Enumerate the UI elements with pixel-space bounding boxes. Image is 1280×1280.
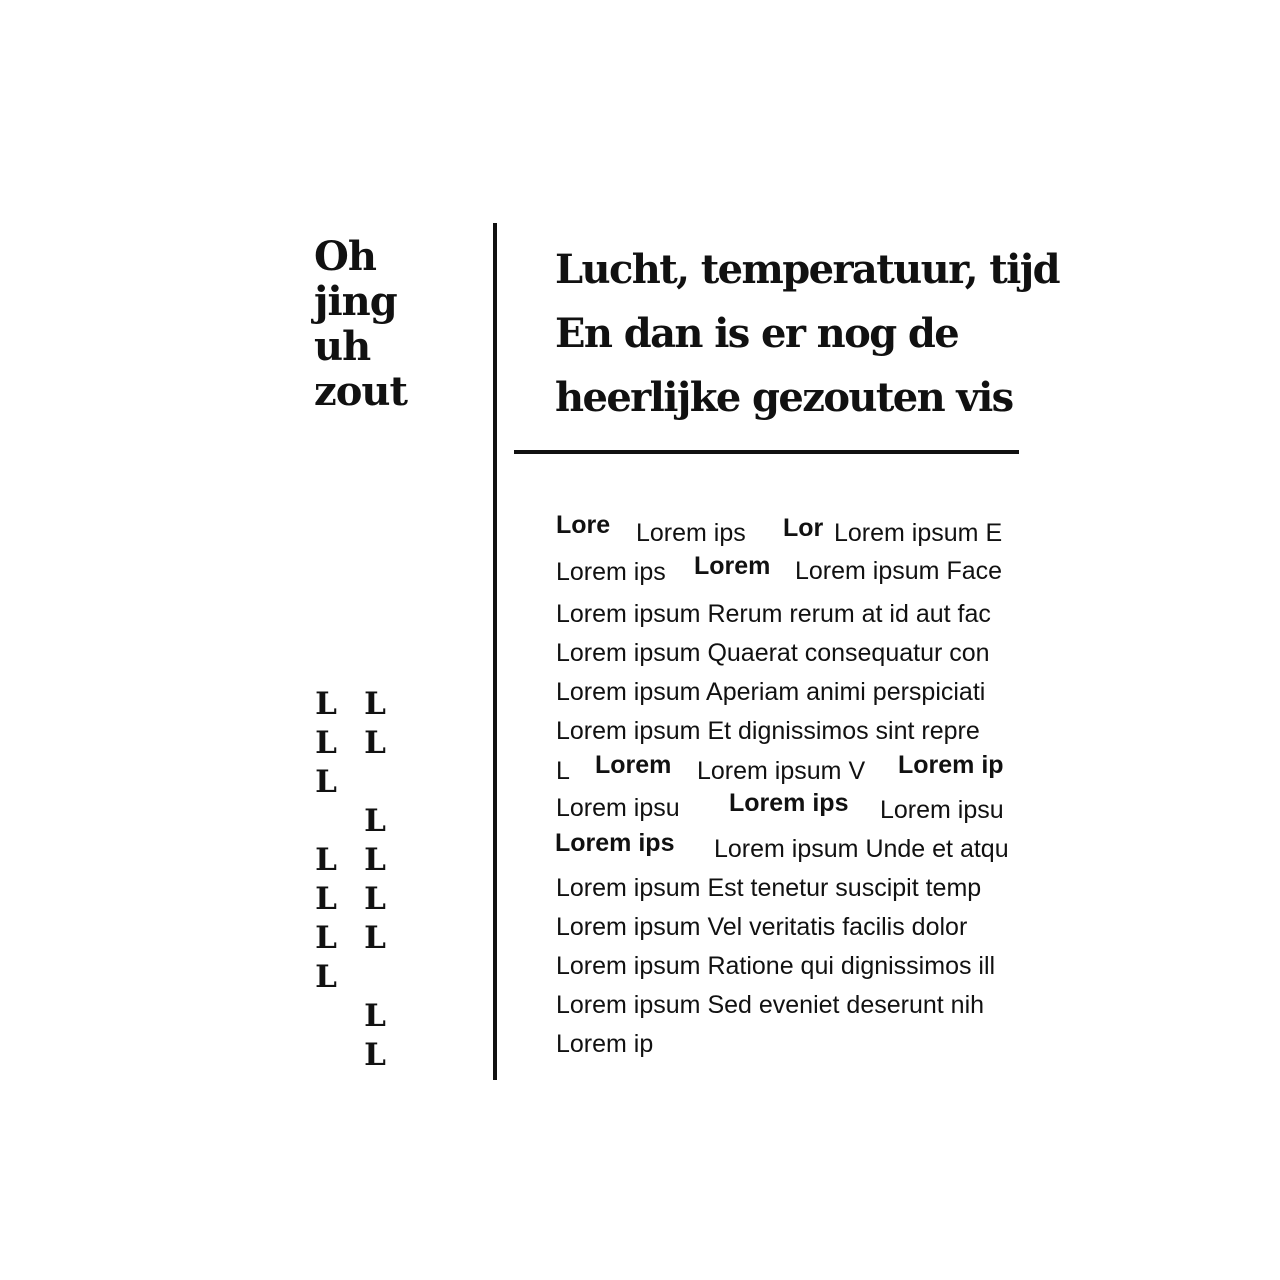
grid-letter: L — [364, 1037, 386, 1073]
text-fragment: Lorem ipsu — [556, 794, 680, 822]
bold-fragment: Lorem ip — [898, 751, 1004, 779]
body-line: Lorem ipsum Aperiam animi perspiciati — [556, 678, 986, 706]
bold-fragment: Lorem ips — [555, 829, 675, 857]
grid-letter: L — [315, 959, 337, 995]
text-fragment: Lorem ips — [556, 558, 666, 586]
side-title — [314, 234, 407, 414]
bold-fragment: Lorem ips — [729, 789, 849, 817]
body-line: Lorem ip — [556, 1030, 654, 1058]
grid-letter: L — [315, 881, 337, 917]
grid-letter: L — [364, 686, 386, 722]
text-fragment: Lorem ipsum V — [697, 757, 866, 785]
grid-letter: L — [315, 686, 337, 722]
headline-line: Lucht, temperatuur, tijd — [555, 246, 1060, 293]
headline-line: En dan is er nog de — [555, 310, 959, 357]
horizontal-divider — [514, 450, 1019, 454]
body-line: Lorem ipsum Et dignissimos sint repre — [556, 717, 980, 745]
bold-fragment: Lore — [556, 511, 611, 539]
headline — [555, 238, 1059, 430]
body-line: Lorem ipsum Quaerat consequatur con — [556, 639, 990, 667]
text-fragment: Lorem ipsum Face — [795, 557, 1003, 585]
grid-letter: L — [364, 998, 386, 1034]
text-fragment: Lorem ips — [636, 519, 746, 547]
grid-letter: L — [364, 881, 386, 917]
side-title-line: zout — [314, 368, 407, 415]
body-line: Lorem ipsum Ratione qui dignissimos ill — [556, 952, 996, 980]
grid-letter: L — [315, 920, 337, 956]
bold-fragment: Lorem — [694, 552, 771, 580]
grid-letter: L — [364, 725, 386, 761]
grid-letter: L — [364, 803, 386, 839]
bold-fragment: Lor — [783, 514, 824, 542]
text-fragment: Lorem ipsu — [880, 796, 1004, 824]
grid-letter: L — [364, 842, 386, 878]
body-line: Lorem ipsum Sed eveniet deserunt nih — [556, 991, 985, 1019]
body-line: Lorem ipsum Vel veritatis facilis dolor — [556, 913, 968, 941]
headline-line: heerlijke gezouten vis — [555, 374, 1013, 421]
text-fragment: Lorem ipsum Unde et atqu — [714, 835, 1009, 863]
vertical-divider — [493, 223, 497, 1080]
text-fragment: Lorem ipsum E — [834, 519, 1003, 547]
side-title-line: Oh — [314, 233, 376, 280]
grid-letter: L — [315, 842, 337, 878]
grid-letter: L — [364, 920, 386, 956]
grid-letter: L — [315, 725, 337, 761]
side-title-line: jing — [314, 278, 397, 325]
body-line: Lorem ipsum Rerum rerum at id aut fac — [556, 600, 991, 628]
bold-fragment: Lorem — [595, 751, 672, 779]
body-line: Lorem ipsum Est tenetur suscipit temp — [556, 874, 982, 902]
side-title-line: uh — [314, 323, 371, 370]
text-fragment: L — [556, 757, 570, 785]
grid-letter: L — [315, 764, 337, 800]
